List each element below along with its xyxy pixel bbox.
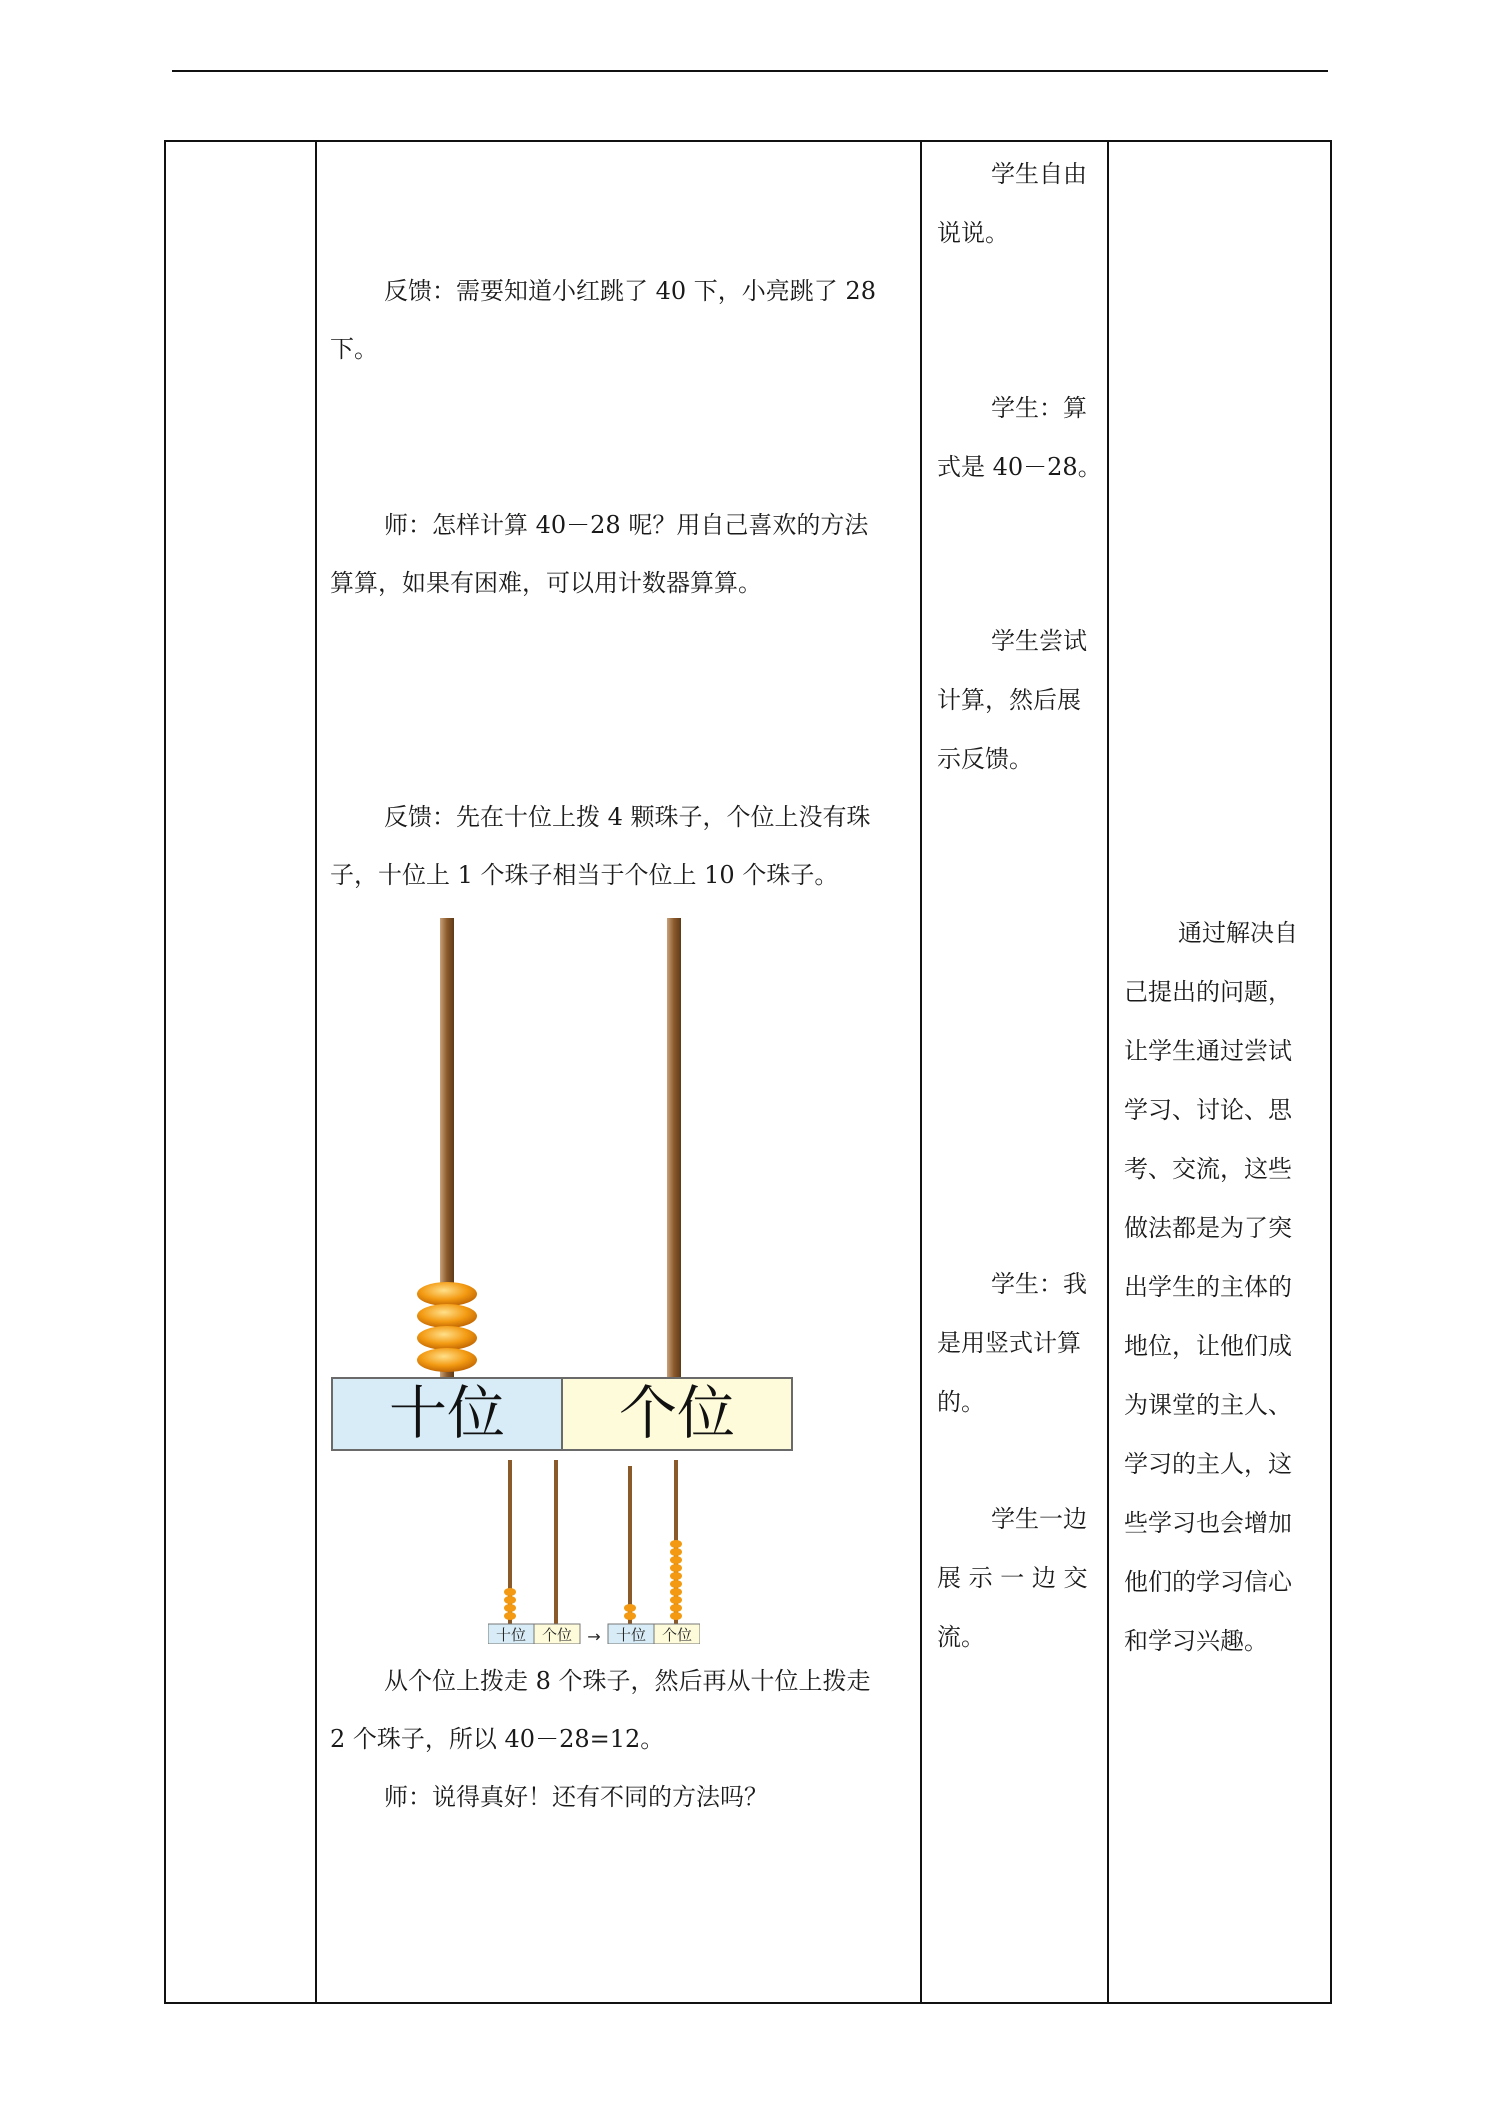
tens-bead [417, 1348, 477, 1372]
design-intent-line-6: 做法都是为了突 [1124, 1214, 1292, 1242]
ones-rod [667, 918, 681, 1378]
bead [670, 1580, 682, 1588]
bead [504, 1604, 516, 1612]
tens-label-small: 十位 [495, 1626, 527, 1644]
student-note-3b: 计算，然后展 [937, 686, 1081, 714]
bead [504, 1612, 516, 1620]
tens-bead [417, 1326, 477, 1350]
design-intent-line-3: 让学生通过尝试 [1124, 1037, 1292, 1065]
teacher-text-2: 师：说得真好！还有不同的方法吗？ [384, 1783, 768, 1811]
bead [670, 1556, 682, 1564]
student-note-1a: 学生自由 [991, 160, 1087, 188]
feedback-text-1a: 反馈：需要知道小红跳了 40 下，小亮跳了 28 [384, 277, 876, 305]
bead [670, 1564, 682, 1572]
bead [670, 1604, 682, 1612]
bead [670, 1596, 682, 1604]
ones-label-small: 个位 [541, 1626, 573, 1644]
student-note-5a: 学生一边 [991, 1505, 1087, 1533]
abacus-illustration [330, 918, 800, 1458]
design-intent-line-4: 学习、讨论、思 [1124, 1096, 1292, 1124]
feedback-text-2b: 子，十位上 1 个珠子相当于个位上 10 个珠子。 [330, 861, 839, 889]
tens-bead [417, 1282, 477, 1306]
design-intent-line-2: 己提出的问题， [1124, 978, 1292, 1006]
teacher-text-1a: 师：怎样计算 40－28 呢？用自己喜欢的方法 [384, 511, 869, 539]
bead [670, 1588, 682, 1596]
bead [670, 1612, 682, 1620]
design-intent-line-5: 考、交流，这些 [1124, 1155, 1292, 1183]
design-intent-line-10: 学习的主人，这 [1124, 1450, 1292, 1478]
student-note-2b: 式是 40－28。 [937, 453, 1102, 481]
student-note-5c: 流。 [937, 1623, 985, 1651]
tens-label: 十位 [388, 1379, 506, 1447]
bead [624, 1604, 636, 1612]
student-note-2a: 学生：算 [991, 394, 1087, 422]
student-note-3c: 示反馈。 [937, 745, 1033, 773]
design-intent-line-1: 通过解决自 [1178, 919, 1298, 947]
conclusion-text-b: 2 个珠子，所以 40－28=12。 [330, 1725, 665, 1753]
feedback-text-1b: 下。 [330, 335, 378, 363]
abacus-sequence [488, 1460, 700, 1644]
header-rule [172, 70, 1328, 72]
student-note-1b: 说说。 [937, 219, 1009, 247]
student-note-5b: 展 示 一 边 交 [937, 1564, 1088, 1592]
arrow-icon: → [587, 1627, 601, 1644]
student-note-4a: 学生：我 [991, 1270, 1087, 1298]
design-intent-line-7: 出学生的主体的 [1124, 1273, 1292, 1301]
bead [670, 1572, 682, 1580]
bead [624, 1612, 636, 1620]
design-intent-line-13: 和学习兴趣。 [1124, 1627, 1268, 1655]
bead [670, 1548, 682, 1556]
column-divider-2 [920, 140, 922, 2004]
student-note-4b: 是用竖式计算 [937, 1329, 1081, 1357]
bead [504, 1596, 516, 1604]
column-divider-1 [315, 140, 317, 2004]
design-intent-line-9: 为课堂的主人、 [1124, 1391, 1292, 1419]
tens-rod-after [628, 1466, 632, 1624]
conclusion-text-a: 从个位上拨走 8 个珠子，然后再从十位上拨走 [384, 1667, 871, 1695]
student-note-4c: 的。 [937, 1388, 985, 1416]
teacher-text-1b: 算算，如果有困难，可以用计数器算算。 [330, 569, 762, 597]
ones-label-small-after: 个位 [661, 1626, 693, 1644]
ones-rod-before [554, 1460, 558, 1624]
tens-bead [417, 1304, 477, 1328]
bead [670, 1540, 682, 1548]
design-intent-line-12: 他们的学习信心 [1124, 1568, 1292, 1596]
design-intent-line-11: 些学习也会增加 [1124, 1509, 1292, 1537]
student-note-3a: 学生尝试 [991, 627, 1087, 655]
tens-label-small-after: 十位 [615, 1626, 647, 1644]
design-intent-line-8: 地位，让他们成 [1124, 1332, 1292, 1360]
ones-label: 个位 [618, 1379, 736, 1447]
bead [504, 1588, 516, 1596]
feedback-text-2a: 反馈：先在十位上拨 4 颗珠子，个位上没有珠 [384, 803, 871, 831]
